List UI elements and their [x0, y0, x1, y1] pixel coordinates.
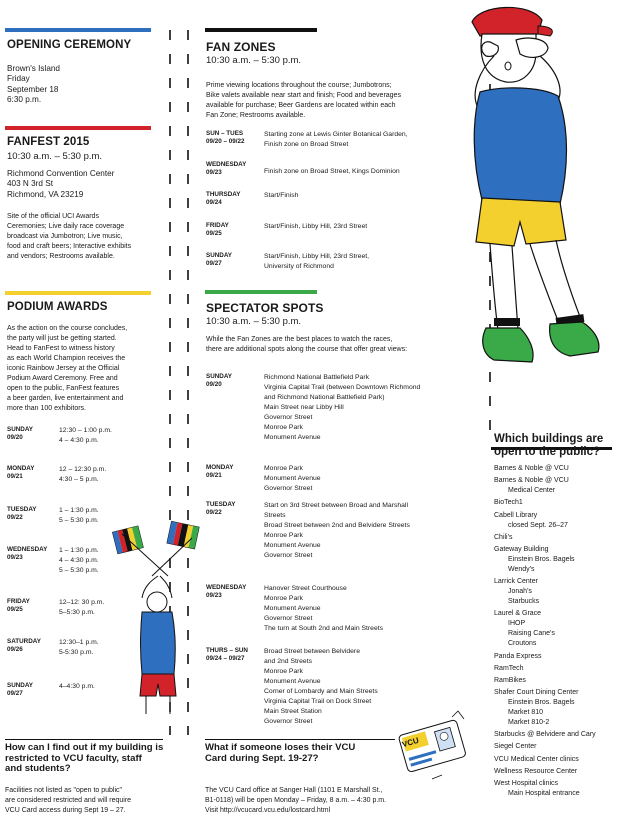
schedule-day: SUNDAY — [7, 682, 34, 689]
schedule-date: 09/21 — [206, 472, 222, 479]
building-item — [494, 545, 616, 575]
fanfest-address-line: Richmond, VA 23219 — [7, 189, 84, 199]
building-item — [494, 779, 616, 799]
fanzones-description-line: Bike valets available near start and finish; Food and beverages — [206, 92, 401, 99]
schedule-day: FRIDAY — [206, 222, 229, 229]
schedule-day: SATURDAY — [7, 638, 41, 645]
schedule-day-label — [7, 426, 33, 442]
schedule-location: Monument Avenue — [264, 434, 321, 441]
spectator-description-line: While the Fan Zones are the best places to watch the races, — [206, 336, 393, 343]
schedule-location: Streets — [264, 512, 286, 519]
podium-description — [7, 324, 127, 414]
building-item — [494, 511, 616, 531]
schedule-day: THURS – SUN — [206, 647, 248, 654]
schedule-date: 09/23 — [7, 554, 23, 561]
faq-lost-card-question — [205, 743, 355, 764]
opening-location: Brown's Island — [7, 64, 60, 73]
schedule-date: 09/20 — [7, 434, 23, 441]
building-name: West Hospital clinics — [494, 780, 559, 787]
schedule-location: Virginia Capital Trail (between Downtown Richmond — [264, 384, 421, 391]
schedule-time: 4 – 4:30 p.m. — [59, 557, 99, 564]
spectator-schedule — [206, 373, 476, 723]
building-name: BioTech1 — [494, 499, 523, 507]
fanfest-description-line: broadcast via Jumbotron; Live music, — [7, 233, 123, 240]
schedule-time: 5–5:30 p.m. — [59, 609, 95, 616]
building-name: Wellness Resource Center — [494, 767, 578, 775]
faq-question-line: Card during Sept. 19-27? — [205, 752, 319, 764]
schedule-date: 09/22 — [7, 514, 23, 521]
schedule-location: Monroe Park — [264, 424, 303, 431]
schedule-date: 09/20 — [206, 381, 222, 388]
fanfest-time: 10:30 a.m. – 5:30 p.m. — [7, 151, 103, 162]
building-name: RamTech — [494, 664, 524, 672]
fan-with-flags-illustration — [112, 514, 204, 714]
schedule-day-label — [206, 191, 240, 207]
podium-description-line: more than 100 exhibitors. — [7, 405, 86, 412]
schedule-locations — [264, 373, 420, 443]
schedule-times — [59, 682, 95, 692]
schedule-date: 09/21 — [7, 473, 23, 480]
building-name: Chili's — [494, 533, 513, 541]
schedule-day-label — [206, 464, 233, 480]
schedule-time: 12–12: 30 p.m. — [59, 599, 105, 606]
schedule-locations — [264, 464, 321, 494]
building-name: Panda Express — [494, 652, 542, 660]
red-accent-bar — [5, 126, 151, 130]
opening-day: Friday — [7, 74, 30, 84]
schedule-location: Corner of Lombardy and Main Streets — [264, 688, 378, 695]
buildings-list — [494, 464, 616, 801]
faq-building-restricted-answer — [5, 786, 131, 816]
building-name: Barnes & Noble @ VCU — [494, 477, 569, 485]
building-item — [494, 676, 616, 686]
schedule-location: Virginia Capital Trail on Dock Street — [264, 698, 372, 705]
podium-description-line: as each World Champion receives the — [7, 355, 126, 362]
schedule-date: 09/23 — [206, 169, 222, 176]
faq-left-rule — [5, 739, 163, 740]
vcu-card-badge: VCU — [401, 735, 420, 750]
opening-time: 6:30 p.m. — [7, 95, 42, 105]
building-item — [494, 730, 616, 740]
schedule-day-label — [206, 222, 229, 238]
schedule-time: 5 – 5:30 p.m. — [59, 567, 99, 574]
podium-heading: PODIUM AWARDS — [7, 301, 108, 313]
fanzones-heading: FAN ZONES — [206, 40, 276, 54]
schedule-times — [59, 598, 104, 618]
faq-question-line: and students? — [5, 763, 71, 775]
schedule-day: WEDNESDAY — [206, 584, 247, 591]
building-sub-item: Wendy's — [508, 565, 535, 573]
opening-heading: OPENING CEREMONY — [7, 39, 132, 51]
schedule-day-label — [206, 501, 236, 517]
podium-description-line: As the action on the course concludes, — [7, 325, 128, 332]
building-name: Siegel Center — [494, 743, 537, 751]
building-sub-item: IHOP — [508, 620, 526, 628]
schedule-locations — [264, 647, 378, 727]
faq-question-line: How can I find out if my building is — [5, 742, 164, 753]
schedule-day: MONDAY — [7, 465, 35, 472]
spectator-time: 10:30 a.m. – 5:30 p.m. — [206, 316, 302, 327]
black-accent-bar — [205, 28, 317, 32]
building-sub-item: Medical Center — [508, 487, 556, 495]
building-item — [494, 652, 616, 662]
schedule-location: and 2nd Streets — [264, 658, 312, 665]
building-item — [494, 688, 616, 728]
schedule-locations — [264, 130, 408, 150]
fanzones-description-line: Prime viewing locations throughout the course; Jumbotrons; — [206, 82, 392, 89]
schedule-location: Start/Finish — [264, 192, 299, 199]
building-item — [494, 577, 616, 607]
fanzones-time: 10:30 a.m. – 5:30 p.m. — [206, 55, 302, 66]
schedule-day-label — [7, 598, 30, 614]
schedule-location: Monument Avenue — [264, 475, 321, 482]
faq-building-restricted-question — [5, 743, 163, 775]
schedule-date: 09/24 — [206, 199, 222, 206]
fanfest-heading: FANFEST 2015 — [7, 136, 90, 148]
faq-answer-line: VCU Card access during Sept 19 – 27. — [5, 807, 126, 814]
schedule-times — [59, 506, 99, 526]
building-sub-item: Einstein Bros. Bagels — [508, 555, 575, 563]
building-item — [494, 533, 616, 543]
yellow-accent-bar — [5, 291, 151, 295]
building-sub-item: Market 810 — [508, 709, 544, 717]
podium-description-line: the party will just be getting started. — [7, 335, 117, 342]
building-item — [494, 767, 616, 777]
schedule-locations — [264, 252, 369, 272]
schedule-day-label — [206, 373, 232, 389]
faq-answer-line: are considered restricted and will require — [5, 797, 132, 804]
schedule-date: 09/26 — [7, 646, 23, 653]
schedule-date: 09/22 — [206, 509, 222, 516]
schedule-day: TUESDAY — [7, 506, 37, 513]
schedule-times — [59, 465, 106, 485]
faq-middle-rule — [205, 739, 395, 740]
schedule-location: Governor Street — [264, 718, 313, 725]
schedule-date: 09/25 — [206, 230, 222, 237]
fanfest-address — [7, 169, 114, 200]
building-item — [494, 742, 616, 752]
schedule-day: SUN – TUES — [206, 130, 244, 137]
schedule-times — [59, 638, 99, 658]
building-name: Barnes & Noble @ VCU — [494, 465, 569, 472]
schedule-location: Governor Street — [264, 615, 313, 622]
buildings-heading-rule — [491, 459, 612, 461]
fanfest-description-line: Site of the official UCI Awards — [7, 213, 99, 220]
schedule-time: 12:30 – 1:00 p.m. — [59, 427, 112, 434]
schedule-day: WEDNESDAY — [206, 161, 247, 168]
spectator-description-line: there are additional spots along the course that offer great views: — [206, 346, 408, 353]
schedule-time: 12:30–1 p.m. — [59, 639, 99, 646]
building-item — [494, 464, 616, 474]
faq-answer-line: Facilities not listed as "open to public" — [5, 787, 123, 794]
schedule-location: University of Richmond — [264, 263, 334, 270]
schedule-time: 5-5:30 p.m. — [59, 649, 94, 656]
schedule-day: FRIDAY — [7, 598, 30, 605]
building-item — [494, 609, 616, 649]
building-sub-item: Croutons — [508, 640, 537, 648]
building-sub-item: Raising Cane's — [508, 630, 555, 638]
schedule-date: 09/27 — [206, 260, 222, 267]
podium-description-line: Podium Award Ceremony. Free and — [7, 375, 118, 382]
schedule-location: Monroe Park — [264, 532, 303, 539]
schedule-location: Start on 3rd Street between Broad and Marshall — [264, 502, 408, 509]
schedule-locations — [264, 501, 410, 561]
schedule-location: Hanover Street Courthouse — [264, 585, 347, 592]
schedule-location: and Richmond National Battlefield Park) — [264, 394, 385, 401]
green-accent-bar — [205, 290, 317, 294]
schedule-time: 4:30 – 5 p.m. — [59, 476, 99, 483]
schedule-time: 1 – 1:30 p.m. — [59, 507, 99, 514]
opening-details — [7, 64, 60, 106]
schedule-location: Broad Street between Belvidere — [264, 648, 360, 655]
schedule-time: 4–4:30 p.m. — [59, 683, 95, 690]
building-item — [494, 498, 616, 508]
spectator-heading: SPECTATOR SPOTS — [206, 301, 324, 315]
schedule-day: THURSDAY — [206, 191, 241, 198]
building-name: Laurel & Grace — [494, 610, 542, 618]
schedule-time: 1 – 1:30 p.m. — [59, 547, 99, 554]
schedule-location: Start/Finish, Libby Hill, 23rd Street — [264, 223, 368, 230]
podium-description-line: Head to FanFest to witness history — [7, 345, 115, 352]
schedule-date: 09/20 – 09/22 — [206, 138, 245, 145]
building-name: Starbucks @ Belvidere and Cary — [494, 731, 596, 739]
schedule-day-label — [7, 506, 37, 522]
building-sub-item: Starbucks — [508, 598, 540, 606]
schedule-day-label — [206, 130, 245, 146]
schedule-location: Governor Street — [264, 485, 313, 492]
schedule-day: TUESDAY — [206, 501, 236, 508]
schedule-times — [59, 546, 99, 576]
building-item — [494, 755, 616, 765]
schedule-time: 4 – 4:30 p.m. — [59, 437, 99, 444]
schedule-location: Monument Avenue — [264, 678, 321, 685]
schedule-location: Monument Avenue — [264, 605, 321, 612]
opening-date: September 18 — [7, 84, 59, 94]
schedule-date: 09/25 — [7, 606, 23, 613]
schedule-day-label — [7, 546, 47, 562]
schedule-locations — [264, 167, 400, 177]
blue-accent-bar — [5, 28, 151, 32]
fanfest-description-line: and vendors; Restrooms available. — [7, 253, 115, 260]
schedule-day: SUNDAY — [206, 373, 233, 380]
building-name: RamBikes — [494, 676, 526, 684]
schedule-location: Start/Finish, Libby Hill, 23rd Street, — [264, 253, 370, 260]
podium-description-line: open to the public, FanFest features — [7, 385, 120, 392]
schedule-date: 09/27 — [7, 690, 23, 697]
faq-answer-line: The VCU Card office at Sanger Hall (1101 E Marshall St., — [205, 787, 383, 794]
building-name: Shafer Court Dining Center — [494, 689, 579, 697]
schedule-location: Monroe Park — [264, 668, 303, 675]
fanzones-description-line: Fan Zone; Restrooms available. — [206, 112, 306, 119]
schedule-location: Monroe Park — [264, 465, 303, 472]
fanzones-description-line: available for purchase; Beer Gardens are located within each — [206, 102, 396, 109]
building-sub-item: Market 810-2 — [508, 719, 550, 727]
schedule-day-label — [206, 161, 246, 177]
schedule-date: 09/24 – 09/27 — [206, 655, 245, 662]
fanfest-description — [7, 212, 131, 262]
fanfest-address-line: Richmond Convention Center — [7, 169, 115, 178]
schedule-day: SUNDAY — [7, 426, 34, 433]
building-name: Gateway Building — [494, 545, 549, 553]
schedule-day: SUNDAY — [206, 252, 233, 259]
schedule-day-label — [7, 638, 41, 654]
buildings-heading — [494, 433, 603, 459]
schedule-location: Monroe Park — [264, 595, 303, 602]
faq-answer-line: B1-0118) will be open Monday – Friday, 8 a.m. – 4:30 p.m. — [205, 797, 387, 804]
schedule-day: WEDNESDAY — [7, 546, 48, 553]
schedule-day-label — [206, 252, 232, 268]
schedule-locations — [264, 191, 298, 201]
podium-description-line: iconic Rainbow Jersey at the Official — [7, 365, 120, 372]
schedule-day-label — [206, 647, 248, 663]
building-item — [494, 664, 616, 674]
schedule-location: Monument Avenue — [264, 542, 321, 549]
schedule-location: Starting zone at Lewis Ginter Botanical Garden, — [264, 131, 408, 138]
schedule-location: Finish zone on Broad Street, Kings Dominion — [264, 168, 400, 175]
building-sub-item: Main Hospital entrance — [508, 790, 580, 797]
faq-question-line: What if someone loses their VCU — [205, 742, 356, 753]
fanfest-description-line: Ceremonies; Live daily race coverage — [7, 223, 125, 230]
building-name: VCU Medical Center clinics — [494, 755, 579, 763]
faq-question-line: restricted to VCU faculty, staff — [5, 752, 142, 764]
schedule-location: Broad Street between 2nd and Belvidere Streets — [264, 522, 410, 529]
schedule-time: 12 – 12:30 p.m. — [59, 466, 107, 473]
building-sub-item: Einstein Bros. Bagels — [508, 699, 575, 707]
schedule-day: MONDAY — [206, 464, 234, 471]
schedule-day-label — [7, 465, 34, 481]
schedule-location: Governor Street — [264, 414, 313, 421]
schedule-location: Richmond National Battlefield Park — [264, 374, 370, 381]
faq-lost-card-answer — [205, 786, 386, 816]
schedule-location: Main Street near Libby Hill — [264, 404, 344, 411]
building-sub-item: closed Sept. 26–27 — [508, 521, 568, 529]
podium-description-line: a beer garden, live entertainment and — [7, 395, 124, 402]
schedule-locations — [264, 584, 383, 634]
spectator-binoculars-illustration — [420, 0, 616, 400]
spectator-description — [206, 335, 407, 355]
lost-card-link[interactable]: Visit http://vcucard.vcu.edu/lostcard.html — [205, 807, 331, 814]
fanzones-description — [206, 81, 401, 121]
building-item — [494, 476, 616, 496]
schedule-location: The turn at South 2nd and Main Streets — [264, 625, 384, 632]
buildings-heading-line: Which buildings are — [494, 433, 604, 445]
schedule-day-label — [206, 584, 246, 600]
schedule-times — [59, 426, 112, 446]
schedule-time: 5 – 5:30 p.m. — [59, 517, 99, 524]
schedule-location: Main Street Station — [264, 708, 322, 715]
schedule-locations — [264, 222, 367, 232]
schedule-date: 09/23 — [206, 592, 222, 599]
building-name: Cabell Library — [494, 511, 538, 519]
building-name: Larrick Center — [494, 578, 538, 586]
building-sub-item: Jonah's — [508, 588, 532, 596]
fanfest-description-line: food and craft beers; Interactive exhibits — [7, 243, 132, 250]
schedule-location: Finish zone on Broad Street — [264, 141, 349, 148]
schedule-day-label — [7, 682, 33, 698]
buildings-heading-line: open to the public? — [494, 446, 601, 458]
schedule-location: Governor Street — [264, 552, 313, 559]
fanfest-address-line: 403 N 3rd St — [7, 179, 53, 189]
